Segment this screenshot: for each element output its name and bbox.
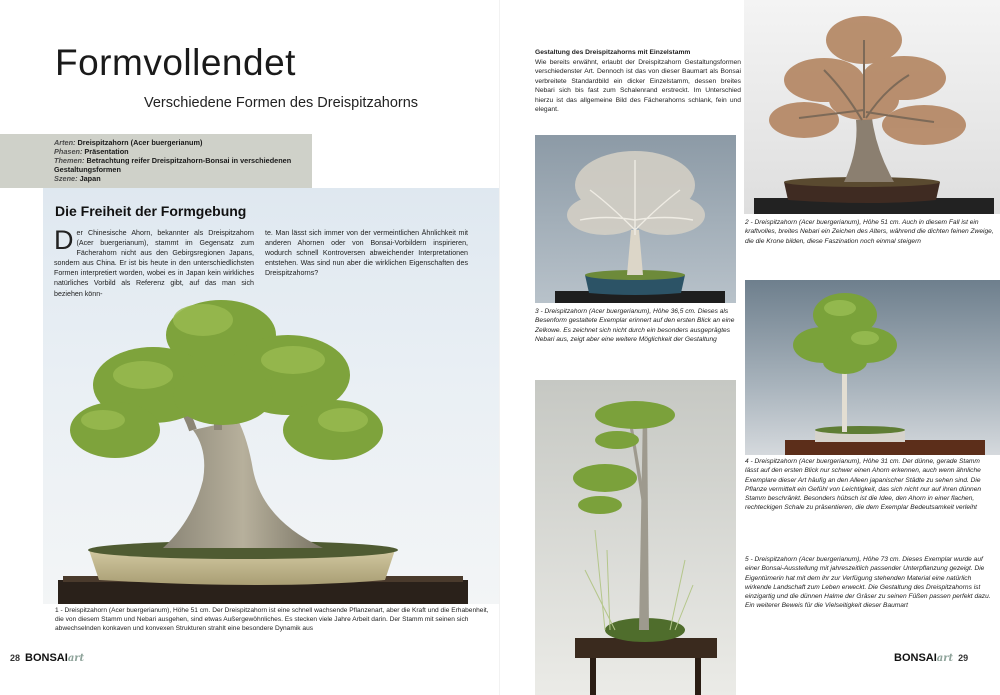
bonsai-photo-2 — [744, 0, 1000, 214]
article-title: Formvollendet — [55, 42, 296, 83]
bonsai-photo-3 — [535, 135, 736, 303]
article-subtitle: Verschiedene Formen des Dreispitzahorns — [144, 95, 419, 111]
caption-5: 5 - Dreispitzahorn (Acer buergerianum), Höhe 73 cm. Dieses Exemplar wurde auf einer Bonsai-Ausstellung mit jahreszeitlich passender Unterpflanzung gezeigt. Die Eigentümerin hat mit dem ihr zur Verfügung stehenden Material eine natürlich wirkende Landschaft zum Leben erweckt. Die Gestaltung des Dreispitzahorns ist einzigartig und die dünnen Halme der Gräser zu seinen Füßen passen perfekt dazu. Ein weiterer Beweis für die Vielseitigkeit dieser Baumart — [745, 556, 991, 610]
bonsai-photo-4 — [745, 280, 1000, 455]
caption-1: 1 - Dreispitzahorn (Acer buergerianum), Höhe 51 cm. Der Dreispitzahorn ist eine schnell wachsende Pflanzenart, aber die Kraft und die Erhabenheit, die von diesem Stamm und Nebari ausgehen, sind etwas Außergewöhnliches. Es stecken viele Jahre Arbeit darin. Der Stamm mit seinen sich abwechselnden konkaven und konvexen Strukturen strahlt eine besondere Dynamik aus — [55, 607, 489, 633]
info-row-phasen: Phasen: Präsentation — [54, 147, 129, 156]
bonsai-photo-5 — [535, 380, 736, 695]
page-number-left: 28 BONSAIart — [10, 652, 85, 664]
right-body-text: Wie bereits erwähnt, erlaubt der Dreispitzahorn Gestaltungsformen verschiedenster Art. Dennoch ist das von dieser Baumart als Bonsai verbreitete Standardbild ein dicker Einzelstamm, dessen breites Nebari sich bis fast zum Schalenrand erstreckt. Im Unterschied hierzu ist das allgemeine Bild des Fächerahorns schlank, fein und elegant. — [535, 58, 741, 113]
brand-logo: BONSAI — [894, 652, 937, 664]
caption-2: 2 - Dreispitzahorn (Acer buergerianum), Höhe 51 cm. Auch in diesem Fall ist ein kraftvolles, breites Nebari ein Zeichen des Alters, während die dichten feinen Zweige, die die Krone bilden, diese Faszination noch einmal steigern — [745, 219, 994, 245]
info-row-szene: Szene: Japan — [54, 174, 101, 183]
right-intro — [535, 48, 741, 115]
body-text-2: te. Man lässt sich immer von der vermeintlichen Ähnlichkeit mit anderen Ahornen oder von Bonsai-Vorbildern inspirieren, wodurch schnell Kontroversen abweichender Interpretationen entstehen. Was sind nun aber die wirklichen Eigenschaften des Dreispitzahorns? — [265, 229, 468, 278]
caption-4: 4 - Dreispitzahorn (Acer buergerianum), Höhe 31 cm. Der dünne, gerade Stamm lässt auf den ersten Blick nur schwer einen Ahorn erkennen, auch wenn ähnliche Exemplare dieser Art häufig an den Alleen japanischer Städte zu sehen sind. Die Pflanze vermittelt ein Gefühl von Leichtigkeit, das sich nicht nur auf ihren dünnen Stamm beschränkt. Besonders hübsch ist die Idee, den Ahorn in einer flachen, rechteckigen Schale zu präsentieren, die dem Exemplar Bedeutsamkeit verleiht — [745, 458, 982, 512]
info-box — [0, 134, 312, 188]
right-heading: Gestaltung des Dreispitzahorns mit Einzelstamm — [535, 49, 691, 56]
body-text-1: er Chinesische Ahorn, bekannter als Dreispitzahorn (Acer buergerianum), stammt im Gegensatz zum Fächerahorn nicht aus den Gebirgsregionen Japans, sondern aus China. Er ist bis heute in den unterschiedlichsten Formen interpretiert worden, wobei es in Japan kein wirkliches natürliches Vorbild als Referenz gibt, auf das man sich beziehen könn- — [54, 229, 254, 298]
section-heading: Die Freiheit der Formgebung — [55, 203, 247, 219]
info-row-themen: Themen: Betrachtung reifer Dreispitzahorn-Bonsai in verschiedenen Gestaltungsformen — [54, 156, 292, 174]
brand-logo-suffix: art — [936, 653, 954, 664]
brand-logo-suffix: art — [67, 653, 85, 664]
bonsai-photo-1 — [43, 280, 500, 604]
body-column-2 — [265, 228, 468, 278]
drop-cap: D — [54, 225, 74, 255]
brand-logo: BONSAI — [25, 652, 68, 664]
caption-3: 3 - Dreispitzahorn (Acer buergerianum), Höhe 36,5 cm. Dieses als Besenform gestaltete Exemplar erinnert auf den ersten Blick an eine Zelkowe. Es zeichnet sich nicht durch ein besonders ausgeprägtes Nebari aus, zeigt aber eine weitere Möglichkeit der Gestaltung — [535, 308, 735, 343]
info-row-arten: Arten: Dreispitzahorn (Acer buergerianum) — [54, 138, 203, 147]
page-number-right: BONSAIart 29 — [894, 652, 969, 664]
